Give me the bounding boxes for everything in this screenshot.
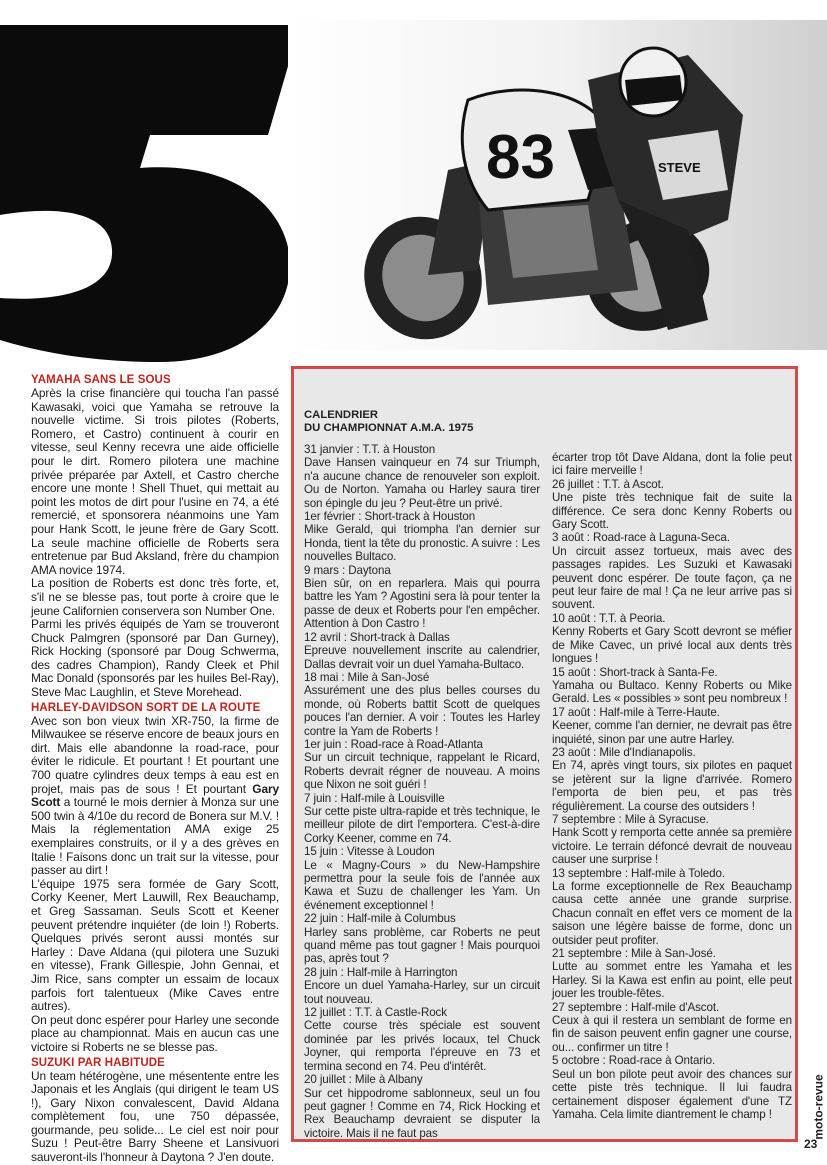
article-paragraph: Parmi les privés équipés de Yam se trouveront Chuck Palmgren (sponsoré par Dan Gurney), Rick Hocking (sponsoré par Doug Schwerma, des cadres Champion), Randy Cleek et Phil Mac Donald (sponsorés par les huiles Bel-Ray), Steve Mac Laughlin, et Steve Morehead. — [31, 617, 279, 700]
calendar-date: 26 juillet : T.T. à Ascot. — [552, 477, 664, 491]
calendar-text: Une piste très technique fait de suite la différence. Ce sera donc Kenny Roberts ou Gary Scott. — [552, 491, 792, 532]
article-paragraph: L'équipe 1975 sera formée de Gary Scott, Corky Keener, Mert Lauwill, Rex Beauchamp, et Greg Sassaman. Seuls Scott et Keener peuvent prétendre inquiéter (de loin !) Roberts. Quelques privés seront aussi montés sur Harley : Dave Aldana (qui pilotera une Suzuki en vitesse), Frank Gillespie, John Gennai, et Jim Rice, sans compter un essaim de locaux parfois fort talentueux (Mike Caves entre autres). — [31, 876, 279, 1014]
calendar-box — [291, 366, 798, 1142]
calendar-entry — [304, 443, 540, 510]
calendar-entry — [304, 966, 540, 1006]
calendar-date: 15 juin : Vitesse à Loudon — [304, 845, 435, 859]
calendar-entry — [552, 666, 792, 706]
calendar-date: 9 mars : Daytona — [304, 563, 391, 577]
calendar-column-1 — [304, 443, 540, 1139]
calendar-date: 18 mai : Mile à San-José — [304, 670, 430, 684]
calendar-column-2 — [552, 451, 792, 1139]
calendar-entry — [304, 912, 540, 966]
big-numeral-5 — [0, 0, 300, 370]
section-heading-harley: HARLEY-DAVIDSON SORT DE LA ROUTE — [31, 701, 261, 714]
calendar-date: 5 octobre : Road-race à Ontario. — [552, 1054, 716, 1068]
calendar-date: 1er février : Short-track à Houston — [304, 510, 476, 524]
calendar-text: Kenny Roberts et Gary Scott devront se méfier de Mike Cavec, un privé local aux dents très longues ! — [552, 625, 792, 666]
calendar-entry — [552, 947, 792, 1001]
calendar-text: Le « Magny-Cours » du New-Hampshire permettra pour la seule fois de l'année aux Kawa et Suzu de challenger les Yam. Un événement exceptionnel ! — [304, 858, 540, 912]
calendar-date: 22 juin : Half-mile à Columbus — [304, 912, 456, 926]
calendar-date: 15 août : Short-track à Santa-Fe. — [552, 665, 718, 679]
calendar-text: Mike Gerald, qui triompha l'an dernier sur Honda, tient la tête du pronostic. A suivre : Les nouvelles Bultaco. — [304, 523, 540, 564]
motorcycle-photo — [288, 20, 827, 350]
calendar-date: 21 septembre : Mile à San-José. — [552, 947, 716, 961]
article-paragraph: La position de Roberts est donc très forte, et, s'il ne se blesse pas, tout porte à croire que le jeune Californien conservera son Number One. — [31, 576, 279, 618]
calendar-entry — [552, 813, 792, 867]
calendar-entry — [304, 738, 540, 792]
article-paragraph: Après la crise financière qui toucha l'an passé Kawasaki, voici que Yamaha se retrouve la nouvelle victime. Si trois pilotes (Roberts, Romero, et Castro) continuent à courir en vitesse, seul Kenny recevra une aide officielle pour le dirt. Romero pilotera une machine privée préparée par Axtell, et Castro cherche encore une monte ! Shell Thuet, qui mettait au point les motos de dirt pour l'usine en 74, a été remercié, et sponsorera néanmoins une Yam pour Hank Scott, le jeune frère de Gary Scott. La seule machine officielle de Roberts sera entretenue par Bud Aksland, frère du champion AMA novice 1974. — [31, 386, 279, 577]
calendar-text: Yamaha ou Bultaco. Kenny Roberts ou Mike Gerald. Les « possibles » sont peu nombreux ! — [552, 678, 792, 706]
calendar-text: En 74, après vingt tours, six pilotes en paquet se jetèrent sur la ligne d'arrivée. Romero l'emporta de bien peu, et pas très régulièrement. La course des outsiders ! — [552, 759, 792, 813]
calendar-date: 10 août : T.T. à Peoria. — [552, 611, 666, 625]
calendar-date: 7 juin : Half-mile à Louisville — [304, 791, 445, 805]
calendar-entry — [552, 1054, 792, 1121]
calendar-entry — [304, 671, 540, 738]
calendar-date: 31 janvier : T.T. à Houston — [304, 443, 436, 456]
calendar-text: Cette course très spéciale est souvent dominée par les privés locaux, tel Chuck Joyner, qui remporta l'épreuve en 73 et termina second en 74. Peu d'intérêt. — [304, 1019, 540, 1073]
article-paragraph: Un team hétérogène, une mésentente entre les Japonais et les Anglais (qui dirigent le team US !), Gary Nixon convalescent, David Aldana complètement fou, une 750 dépassée, gourmande, peu solide... Le ciel est noir pour Suzu ! Peut-être Barry Sheene et Lansivuori sauveront-ils l'honneur à Daytona ? J'en doute. — [31, 1068, 279, 1165]
article-paragraph: Avec son bon vieux twin XR-750, la firme de Milwaukee se réserve encore de beaux jours en dirt. Mais elle abandonne la road-race, pour éviter le ridicule. Et pourtant ! Et pourtant une 700 quatre cylindres deux temps à eau est en projet, mais pas de sous ! Et pourtant Gary Scott a tourné le mois dernier à Monza sur une 500 twin à 4/10e du record de Bonera sur M.V. ! Mais la réglementation AMA exige 25 exemplaires construits, or il y a des grèves en Italie ! Faisons donc un trait sur la vitesse, pour passer au dirt ! — [31, 713, 279, 878]
page-number: 23 — [804, 1137, 818, 1151]
calendar-entry — [304, 631, 540, 671]
calendar-date: 7 septembre : Mile à Syracuse. — [552, 812, 709, 826]
calendar-text: Un circuit assez tortueux, mais avec des passages rapides. Les Suzuki et Kawasaki peuvent donc espérer. De toute façon, ça ne peut leur faire de mal ! Ça ne leur arrive pas si souvent. — [552, 544, 792, 612]
calendar-date: 12 juillet : T.T. à Castle-Rock — [304, 1006, 447, 1020]
calendar-entry — [552, 1001, 792, 1055]
calendar-entry — [552, 867, 792, 947]
calendar-entry — [304, 1073, 540, 1140]
calendar-text: Epreuve nouvellement inscrite au calendrier, Dallas devrait voir un duel Yamaha-Bultaco. — [304, 644, 540, 671]
calendar-text: Sur cet hippodrome sablonneux, seul un fou peut gagner ! Comme en 74, Rick Hocking et Rex Beauchamp devraient se disputer la victoire. Mais il ne faut pas — [304, 1086, 540, 1140]
calendar-entry — [304, 564, 540, 631]
article-column — [31, 372, 279, 1165]
magazine-name: moto-revue — [811, 1074, 826, 1140]
calendar-entry — [304, 845, 540, 912]
calendar-entry — [552, 706, 792, 746]
calendar-entry — [304, 1006, 540, 1073]
calendar-entry — [304, 510, 540, 564]
calendar-date: 17 août : Half-mile à Terre-Haute. — [552, 705, 720, 719]
calendar-text: Dave Hansen vainqueur en 74 sur Triumph, n'a aucune chance de renouveler son exploit. Ou de Norton. Yamaha ou Harley saura tirer son épingle du jeu ? Peut-être un privé. — [304, 456, 540, 510]
calendar-entry — [552, 612, 792, 666]
calendar-text: Sur cette piste ultra-rapide et très technique, le meilleur pilote de dirt l'emportera. C'est-à-dire Corky Keener, comme en 74. — [304, 804, 540, 845]
svg-text:STEVE: STEVE — [658, 160, 701, 175]
calendar-text: écarter trop tôt Dave Aldana, dont la folie peut ici faire merveille ! — [552, 451, 792, 478]
calendar-text: La forme exceptionnelle de Rex Beauchamp causa cette année une grande surprise. Chacun connaît en effet vers ce moment de la saison une légère baisse de forme, donc un outsider peut profiter. — [552, 880, 792, 947]
calendar-entry — [552, 531, 792, 611]
calendar-entry — [304, 792, 540, 846]
calendar-text: Lutte au sommet entre les Yamaha et les Harley. Si la Kawa est enfin au point, elle peut jouer les trouble-fêtes. — [552, 960, 792, 1001]
calendar-date: 3 août : Road-race à Laguna-Seca. — [552, 531, 730, 545]
calendar-date: 12 avril : Short-track à Dallas — [304, 630, 450, 644]
calendar-text: Bien sûr, on en reparlera. Mais qui pourra battre les Yam ? Agostini sera là pour tenter la passe de deux et Roberts pour l'en empêcher. Attention à Don Castro ! — [304, 577, 540, 631]
calendar-text: Keener, comme l'an dernier, ne devrait pas être inquiété, sinon par une autre Harley. — [552, 719, 792, 746]
calendar-date: 28 juin : Half-mile à Harrington — [304, 965, 458, 979]
svg-text:83: 83 — [486, 123, 555, 192]
calendar-date: 13 septembre : Half-mile à Toledo. — [552, 866, 725, 880]
calendar-text: Seul un bon pilote peut avoir des chances sur cette piste très technique. Il lui faudra certainement disposer également d'une TZ Yamaha. Cela limite diantrement le champ ! — [552, 1067, 792, 1121]
article-paragraph: On peut donc espérer pour Harley une seconde place au championnat. Mais en aucun cas une victoire si Roberts ne se blesse pas. — [31, 1012, 279, 1054]
calendar-text: Hank Scott y remporta cette année sa première victoire. Le terrain défoncé devrait de nouveau causer une surprise ! — [552, 826, 792, 867]
calendar-date: 27 septembre : Half-mile d'Ascot. — [552, 1000, 720, 1014]
calendar-title: CALENDRIER DU CHAMPIONNAT A.M.A. 1975 — [304, 409, 474, 434]
calendar-date: 20 juillet : Mile à Albany — [304, 1073, 423, 1087]
calendar-text: Sur un circuit technique, rappelant le Ricard, Roberts devrait régner de nouveau. A moins que Nixon ne soit guéri ! — [304, 751, 540, 792]
section-heading-suzuki: SUZUKI PAR HABITUDE — [31, 1056, 165, 1069]
calendar-entry — [552, 478, 792, 532]
calendar-date: 1er juin : Road-race à Road-Atlanta — [304, 737, 483, 751]
calendar-text: Assurément une des plus belles courses du monde, où Roberts battit Scott de quelques pouces l'an dernier. A voir : Toutes les Harley contre la Yam de Roberts ! — [304, 684, 540, 738]
calendar-text: Harley sans problème, car Roberts ne peut quand même pas tout gagner ! Mais pourquoi pas, après tout ? — [304, 925, 540, 966]
section-heading-yamaha: YAMAHA SANS LE SOUS — [31, 374, 171, 386]
calendar-entry — [552, 746, 792, 813]
calendar-text: Encore un duel Yamaha-Harley, sur un circuit tout nouveau. — [304, 979, 540, 1006]
calendar-entry — [552, 451, 792, 478]
calendar-text: Ceux à qui il restera un semblant de forme en fin de saison peuvent enfin gagner une course, ou... confirmer un titre ! — [552, 1014, 792, 1054]
calendar-date: 23 août : Mile d'Indianapolis. — [552, 745, 696, 759]
